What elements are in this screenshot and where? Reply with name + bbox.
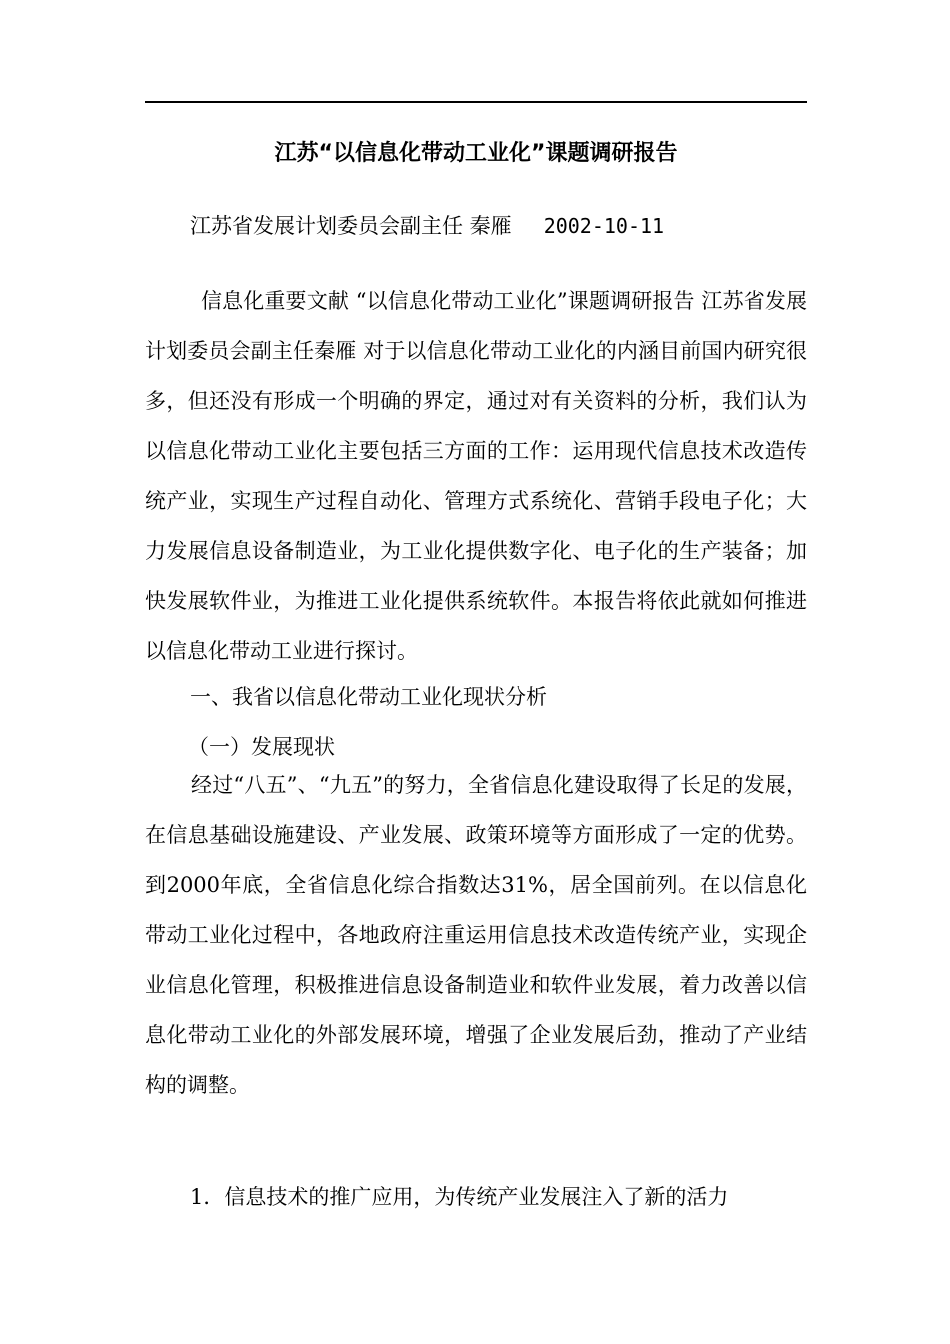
publish-date: 2002-10-11 bbox=[543, 214, 665, 238]
item-heading: 1．信息技术的推广应用，为传统产业发展注入了新的活力 bbox=[190, 1185, 729, 1209]
document-title: 江苏“以信息化带动工业化”课题调研报告 bbox=[274, 141, 678, 166]
status-paragraph: 经过“八五”、“九五”的努力，全省信息化建设取得了长足的发展，在信息基础设施建设、产业发展、政策环境等方面形成了一定的优势。到2000年底，全省信息化综合指数达31%，居全国前列。在以信息化带动工业化过程中，各地政府注重运用信息技术改造传统产业，实现企业信息化管理，积极推进信息设备制造业和软件业发展，着力改善以信息化带动工业化的外部发展环境，增强了企业发展后劲，推动了产业结构的调整。 bbox=[145, 773, 807, 1097]
byline bbox=[190, 208, 664, 244]
subsection-heading: （一）发展现状 bbox=[188, 735, 335, 759]
section-heading: 一、我省以信息化带动工业化现状分析 bbox=[190, 685, 547, 709]
intro-paragraph: 信息化重要文献 “以信息化带动工业化”课题调研报告 江苏省发展计划委员会副主任秦雁 对于以信息化带动工业化的内涵目前国内研究很多，但还没有形成一个明确的界定，通过对有关资料的分析，我们认为以信息化带动工业化主要包括三方面的工作：运用现代信息技术改造传统产业，实现生产过程自动化、管理方式系统化、营销手段电子化；大力发展信息设备制造业，为工业化提供数字化、电子化的生产装备；加快发展软件业，为推进工业化提供系统软件。本报告将依此就如何推进以信息化带动工业进行探讨。 bbox=[145, 289, 807, 663]
header-rule bbox=[145, 101, 807, 103]
author-line: 江苏省发展计划委员会副主任 秦雁 bbox=[190, 214, 512, 238]
